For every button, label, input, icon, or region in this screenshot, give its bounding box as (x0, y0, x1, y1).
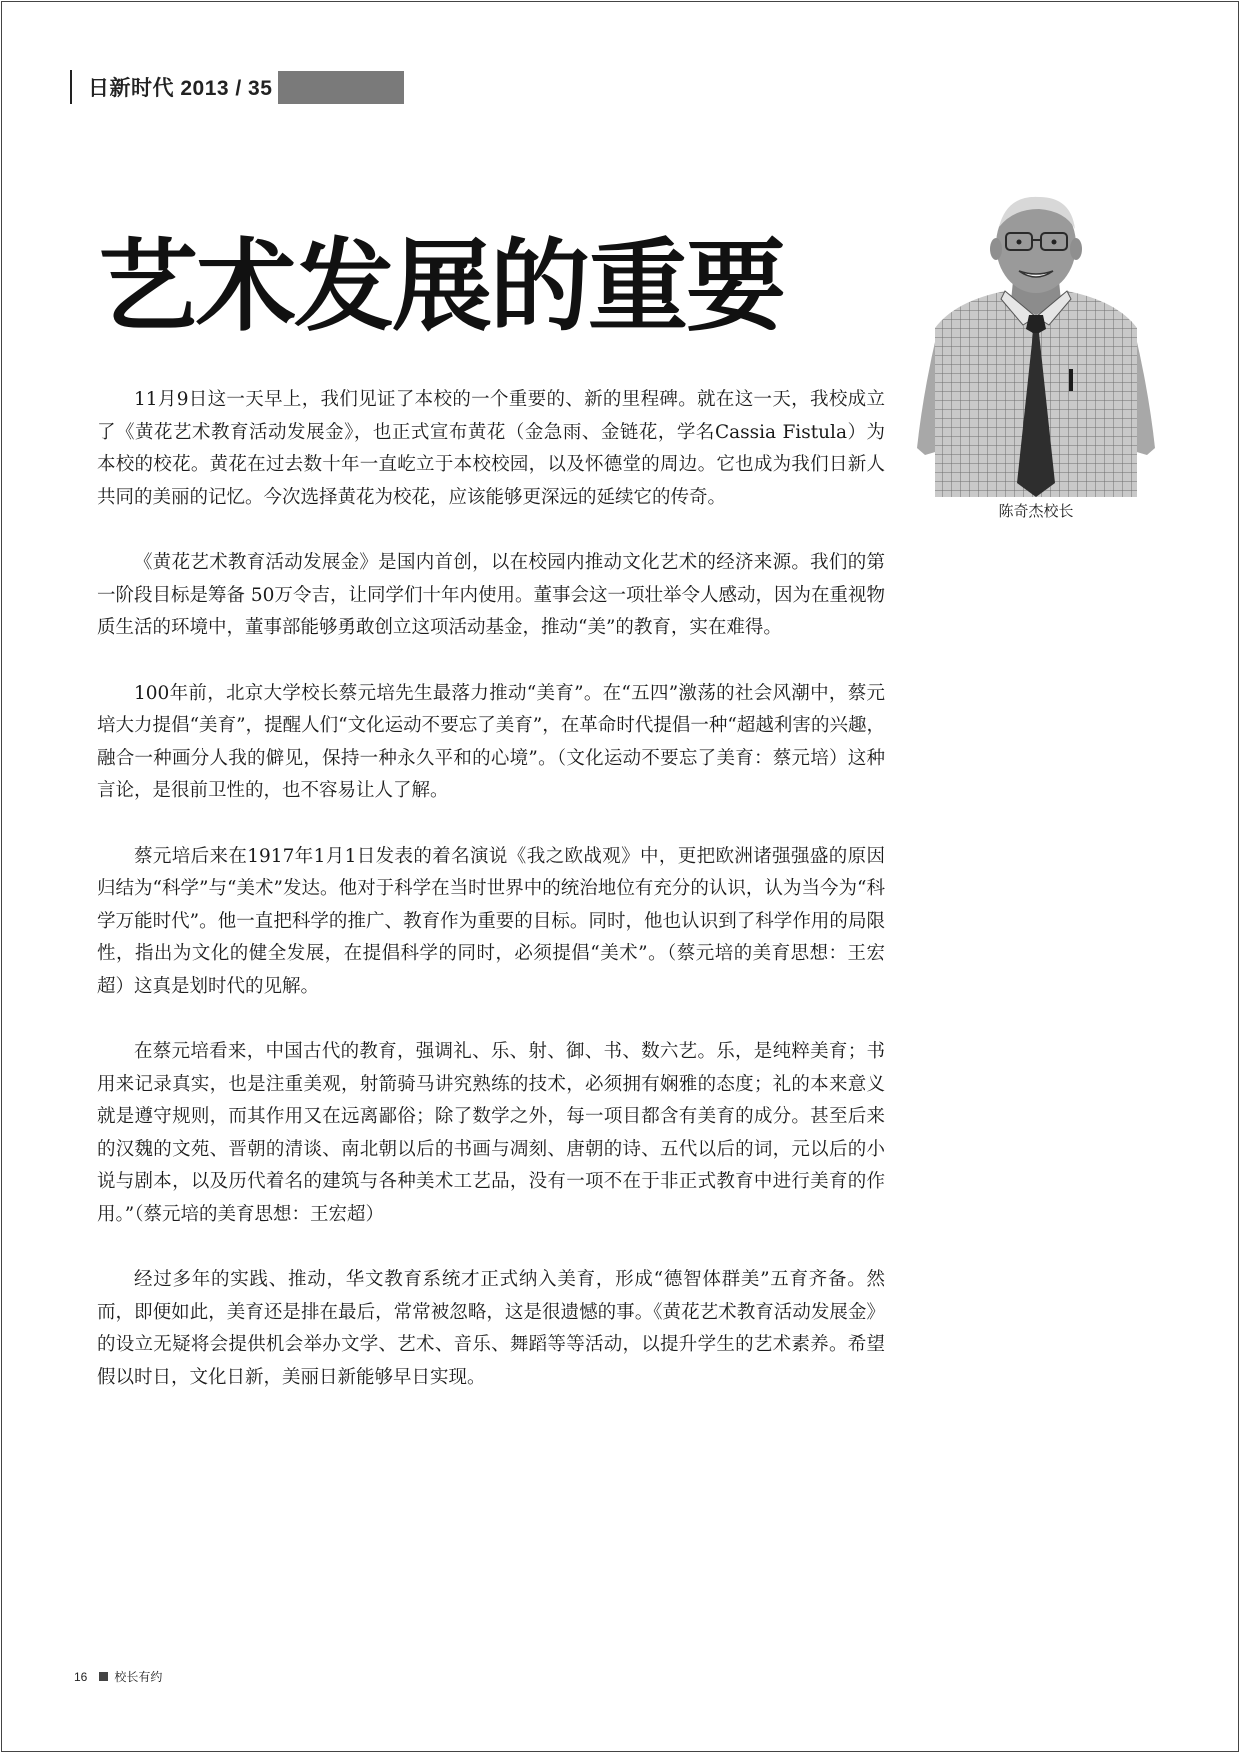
page-footer (74, 1668, 162, 1685)
header-gray-bar (278, 71, 404, 104)
footer-square-icon (99, 1672, 108, 1681)
article-paragraph-5: 在蔡元培看来，中国古代的教育，强调礼、乐、射、御、书、数六艺。乐，是纯粹美育；书用来记录真实，也是注重美观，射箭骑马讲究熟练的技术，必须拥有娴雅的态度；礼的本来意义就是遵守规则，而其作用又在远离鄙俗；除了数学之外，每一项目都含有美育的成分。甚至后来的汉魏的文苑、晋朝的清谈、南北朝以后的书画与凋刻、唐朝的诗、五代以后的词，元以后的小说与剧本，以及历代着名的建筑与各种美术工艺品，没有一项不在于非正式教育中进行美育的作用。”（蔡元培的美育思想：王宏超） (97, 1041, 885, 1225)
page-number: 16 (74, 1669, 88, 1684)
article-paragraph-6: 经过多年的实践、推动，华文教育系统才正式纳入美育，形成“德智体群美”五育齐备。然而，即便如此，美育还是排在最后，常常被忽略，这是很遗憾的事。《黄花艺术教育活动发展金》的设立无疑将会提供机会举办文学、艺术、音乐、舞蹈等等活动，以提升学生的艺术素养。希望假以时日，文化日新，美丽日新能够早日实现。 (97, 1269, 885, 1388)
header-text: 日新时代 2013 / 35 (88, 77, 273, 100)
photo-caption: 陈奇杰校长 (998, 503, 1074, 520)
principal-photo (915, 193, 1157, 497)
article-title: 艺术发展的重要 (98, 227, 784, 345)
article-body (97, 384, 885, 1427)
running-header (70, 70, 272, 104)
article-paragraph-2: 《黄花艺术教育活动发展金》是国内首创，以在校园内推动文化艺术的经济来源。我们的第一阶段目标是筹备 50万令吉，让同学们十年内使用。董事会这一项壮举令人感动，因为在重视物质生活的环境中，董事部能够勇敢创立这项活动基金，推动“美”的教育，实在难得。 (97, 552, 885, 638)
header-rule (70, 70, 72, 104)
article-paragraph-1: 11月9日这一天早上，我们见证了本校的一个重要的、新的里程碑。就在这一天，我校成立了《黄花艺术教育活动发展金》，也正式宣布黄花（金急雨、金链花，学名Cassia Fistula）为本校的校花。黄花在过去数十年一直屹立于本校校园，以及怀德堂的周边。它也成为我们日新人共同的美丽的记忆。今次选择黄花为校花，应该能够更深远的延续它的传奇。 (97, 389, 885, 508)
footer-section: 校长有约 (114, 1670, 163, 1684)
article-paragraph-4: 蔡元培后来在1917年1月1日发表的着名演说《我之欧战观》中，更把欧洲诸强强盛的原因归结为“科学”与“美术”发达。他对于科学在当时世界中的统治地位有充分的认识，认为当今为“科学万能时代”。他一直把科学的推广、教育作为重要的目标。同时，他也认识到了科学作用的局限性，指出为文化的健全发展，在提倡科学的同时，必须提倡“美术”。（蔡元培的美育思想：王宏超）这真是划时代的见解。 (97, 845, 885, 997)
article-paragraph-3: 100年前，北京大学校长蔡元培先生最落力推动“美育”。在“五四”激荡的社会风潮中，蔡元培大力提倡“美育”，提醒人们“文化运动不要忘了美育”，在革命时代提倡一种“超越利害的兴趣，融合一种画分人我的僻见，保持一种永久平和的心境”。（文化运动不要忘了美育：蔡元培）这种言论，是很前卫性的，也不容易让人了解。 (97, 682, 885, 801)
